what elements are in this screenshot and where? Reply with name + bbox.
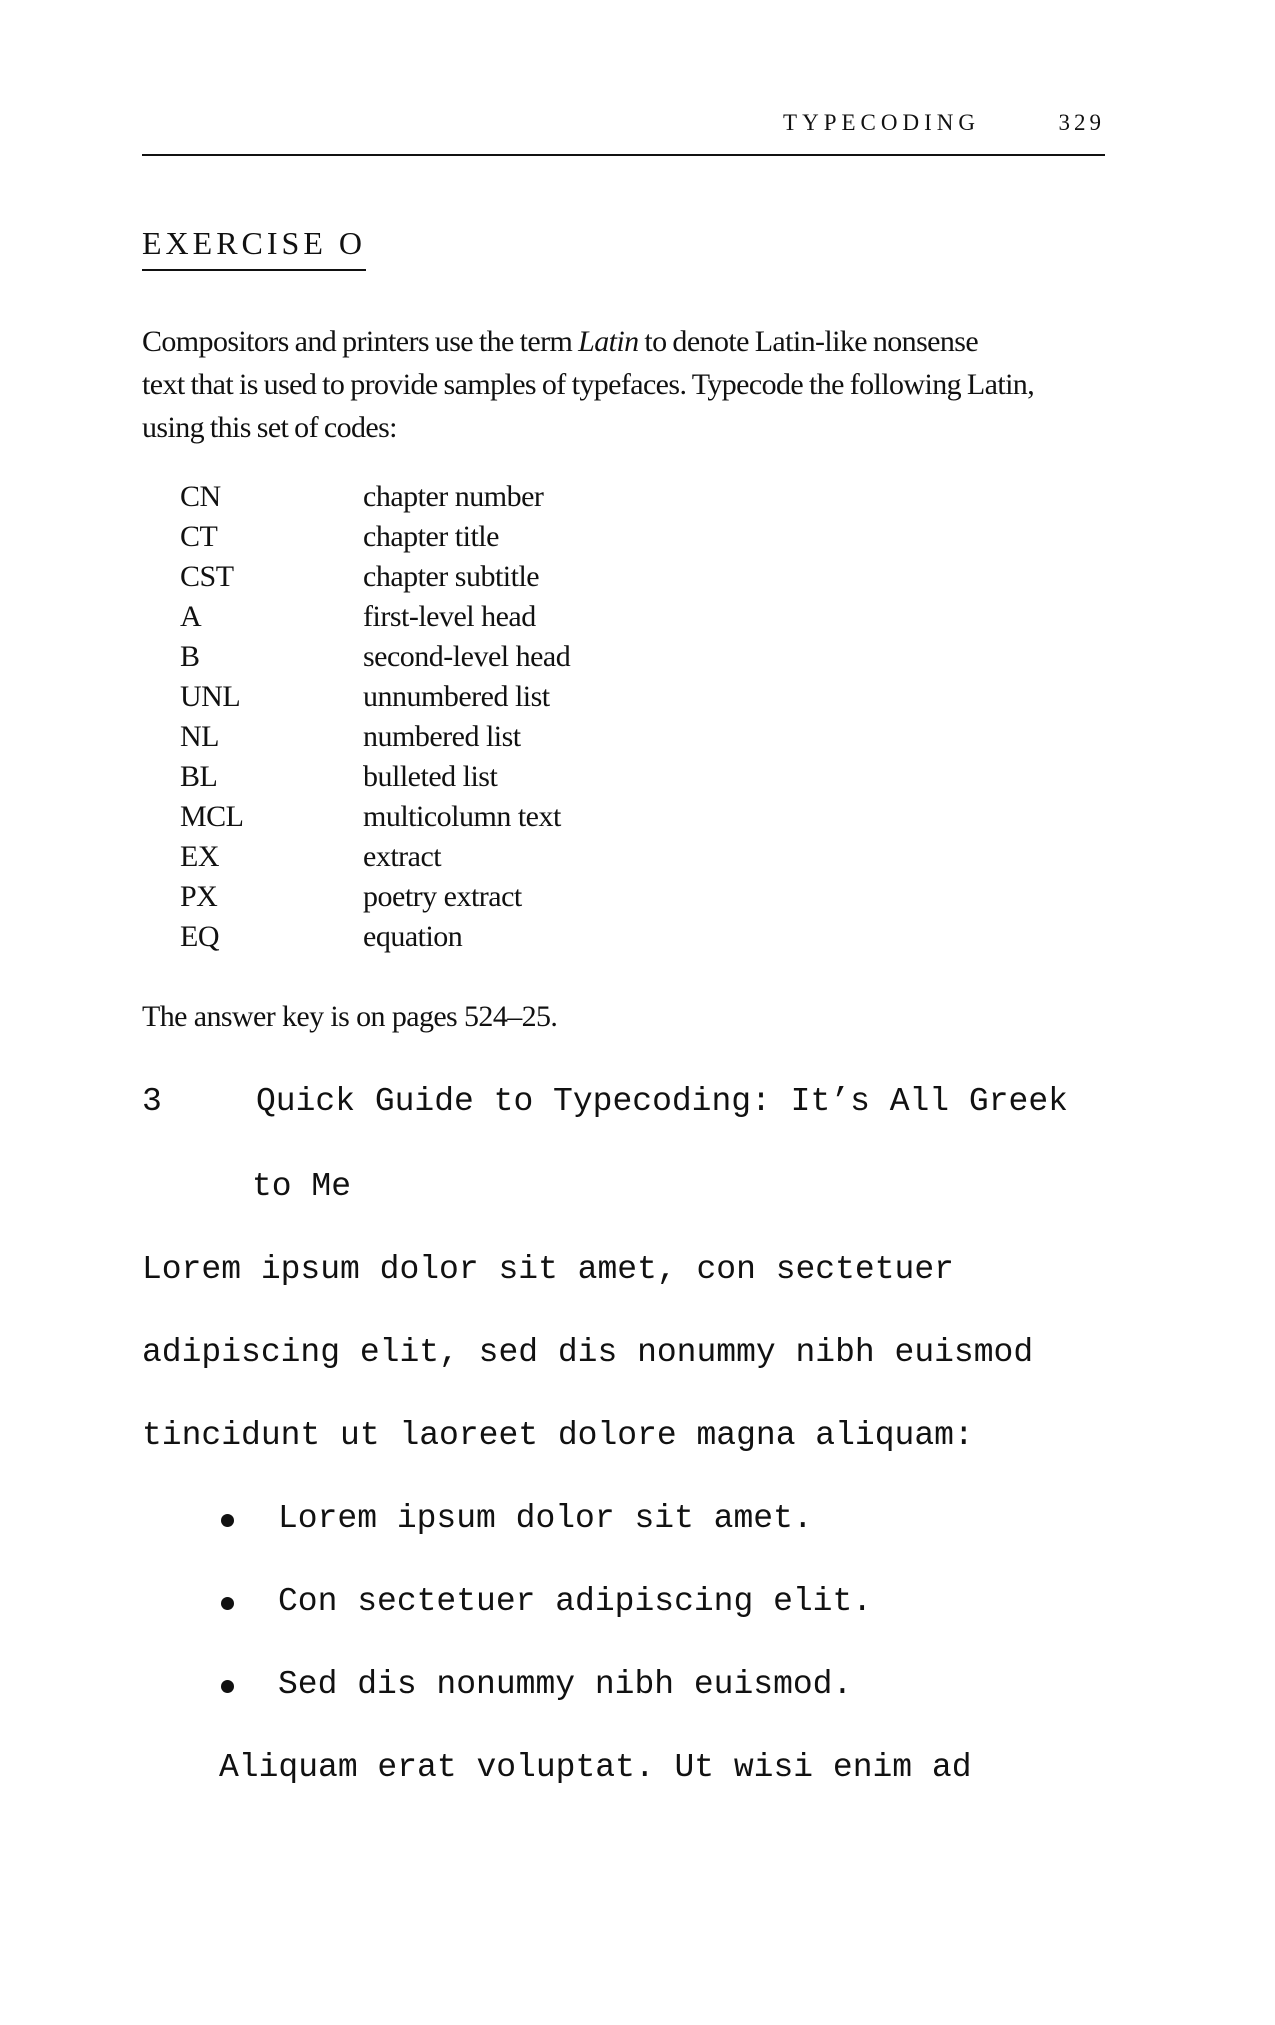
sample-chapter-title-line-2: to Me — [252, 1168, 352, 1205]
intro-line-3: using this set of codes: — [142, 411, 397, 444]
exercise-intro-paragraph — [142, 320, 1112, 449]
code-description: chapter subtitle — [363, 560, 540, 593]
exercise-heading: EXERCISE O — [142, 226, 366, 271]
code-abbrev: EX — [180, 840, 219, 873]
bullet-icon — [221, 1680, 234, 1693]
bullet-text: Lorem ipsum dolor sit amet. — [278, 1500, 813, 1537]
code-abbrev: NL — [180, 720, 219, 753]
running-head-title: TYPECODING — [783, 110, 980, 135]
intro-text: to denote Latin-like nonsense — [638, 325, 979, 358]
code-description: poetry extract — [363, 880, 522, 913]
intro-text: Compositors and printers use the term — [142, 325, 579, 358]
answer-key-note: The answer key is on pages 524–25. — [142, 1000, 558, 1033]
code-description: bulleted list — [363, 760, 498, 793]
sample-body-line: adipiscing elit, sed dis nonummy nibh euismod — [142, 1334, 1034, 1371]
sample-chapter-number: 3 — [142, 1083, 162, 1120]
code-abbrev: UNL — [180, 680, 241, 713]
bullet-icon — [221, 1514, 234, 1527]
code-description: chapter number — [363, 480, 544, 513]
bullet-text: Con sectetuer adipiscing elit. — [278, 1583, 873, 1620]
code-description: chapter title — [363, 520, 499, 553]
intro-line-2: text that is used to provide samples of typefaces. Typecode the following Latin, — [142, 368, 1035, 401]
code-description: equation — [363, 920, 463, 953]
code-abbrev: B — [180, 640, 200, 673]
sample-chapter-title-line-1: Quick Guide to Typecoding: It’s All Greek — [256, 1083, 1068, 1120]
intro-emphasis: Latin — [578, 325, 639, 358]
code-abbrev: BL — [180, 760, 218, 793]
code-abbrev: CST — [180, 560, 234, 593]
intro-line-1 — [142, 320, 1112, 363]
code-abbrev: CT — [180, 520, 218, 553]
code-abbrev: CN — [180, 480, 221, 513]
code-description: extract — [363, 840, 442, 873]
page-number: 329 — [1058, 110, 1105, 135]
code-abbrev: MCL — [180, 800, 244, 833]
bullet-text: Sed dis nonummy nibh euismod. — [278, 1666, 853, 1703]
code-description: first-level head — [363, 600, 536, 633]
running-header — [142, 110, 1105, 156]
sample-closing-line: Aliquam erat voluptat. Ut wisi enim ad — [219, 1749, 972, 1786]
code-abbrev: EQ — [180, 920, 219, 953]
code-abbrev: PX — [180, 880, 218, 913]
code-description: multicolumn text — [363, 800, 561, 833]
sample-body-line: tincidunt ut laoreet dolore magna aliquam: — [142, 1417, 974, 1454]
code-description: unnumbered list — [363, 680, 550, 713]
sample-body-line: Lorem ipsum dolor sit amet, con sectetuer — [142, 1251, 954, 1288]
code-description: numbered list — [363, 720, 521, 753]
bullet-icon — [221, 1597, 234, 1610]
code-description: second-level head — [363, 640, 571, 673]
code-abbrev: A — [180, 600, 202, 633]
